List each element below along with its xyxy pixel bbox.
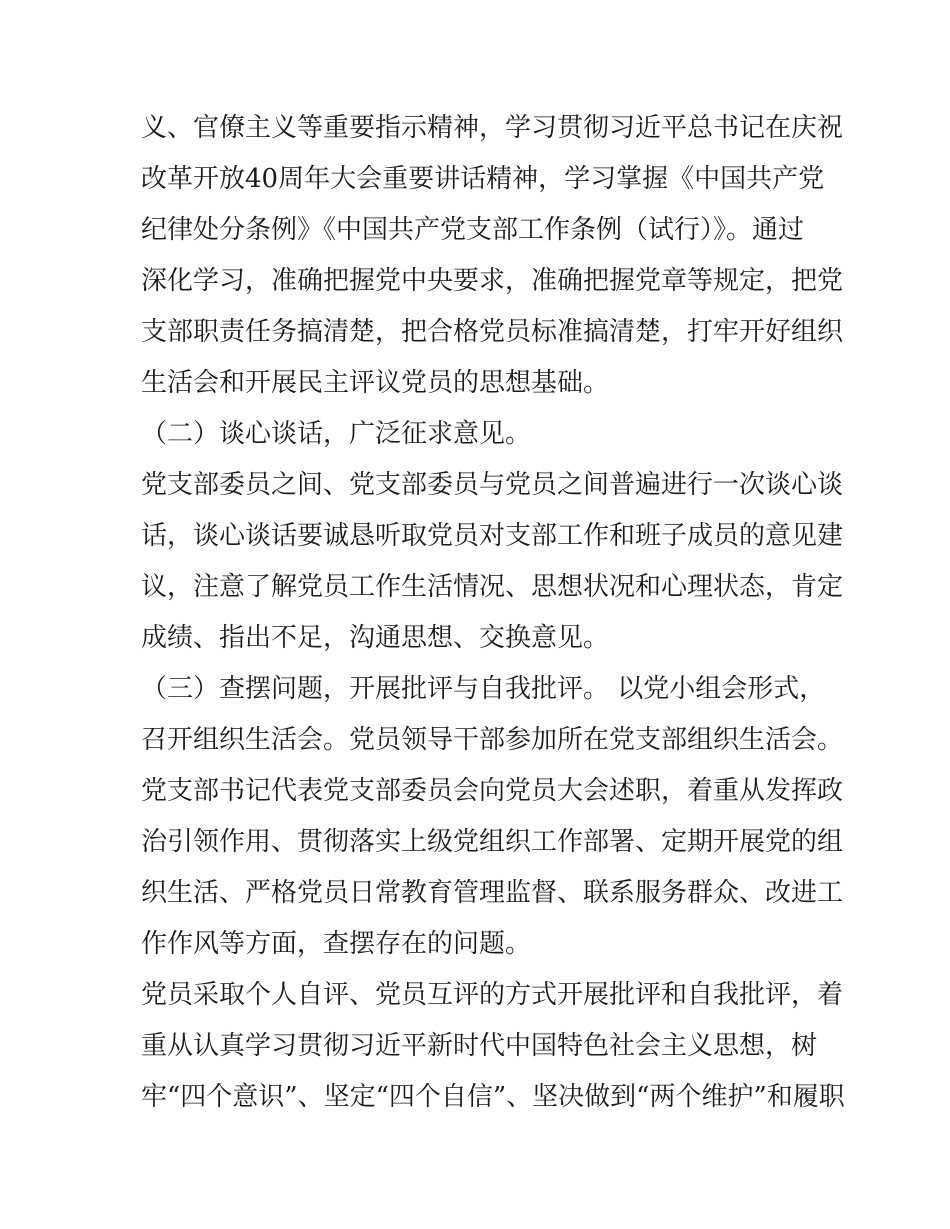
body-text — [141, 103, 845, 1123]
section-heading: （二）谈心谈话，广泛征求意见。 — [141, 419, 532, 449]
section-heading: （三）查摆问题，开展批评与自我批评。 以党小组会形式， — [141, 674, 826, 704]
text-line: 议，注意了解党员工作生活情况、思想状况和心理状态，肯定 — [141, 572, 844, 602]
text-line: 成绩、指出不足，沟通思想、交换意见。 — [141, 623, 610, 653]
text-line: 党员采取个人自评、党员互评的方式开展批评和自我批评，着 — [141, 980, 844, 1010]
text-line: 义、官僚主义等重要指示精神，学习贯彻习近平总书记在庆祝 — [141, 113, 844, 143]
text-line: 支部职责任务搞清楚，把合格党员标准搞清楚，打牢开好组织 — [141, 317, 844, 347]
text-line: 治引领作用、贯彻落实上级党组织工作部署、定期开展党的组 — [141, 827, 844, 857]
text-line: 话，谈心谈话要诚恳听取党员对支部工作和班子成员的意见建 — [141, 521, 844, 551]
text-line: 作作风等方面，查摆存在的问题。 — [141, 929, 532, 959]
text-line: 党支部书记代表党支部委员会向党员大会述职，着重从发挥政 — [141, 776, 844, 806]
text-line: 召开组织生活会。党员领导干部参加所在党支部组织生活会。 — [141, 725, 844, 755]
text-line: 纪律处分条例》《中国共产党支部工作条例（试行）》。通过 — [141, 215, 805, 245]
text-line: 重从认真学习贯彻习近平新时代中国特色社会主义思想，树 — [141, 1031, 818, 1061]
text-line: 深化学习，准确把握党中央要求，准确把握党章等规定，把党 — [141, 266, 844, 296]
text-line: 生活会和开展民主评议党员的思想基础。 — [141, 368, 610, 398]
text-line: 改革开放40周年大会重要讲话精神，学习掌握《中国共产党 — [141, 164, 825, 194]
text-line: 牢“四个意识”、坚定“四个自信”、坚决做到“两个维护”和履职 — [141, 1082, 845, 1112]
text-line: 党支部委员之间、党支部委员与党员之间普遍进行一次谈心谈 — [141, 470, 844, 500]
text-line: 织生活、严格党员日常教育管理监督、联系服务群众、改进工 — [141, 878, 844, 908]
